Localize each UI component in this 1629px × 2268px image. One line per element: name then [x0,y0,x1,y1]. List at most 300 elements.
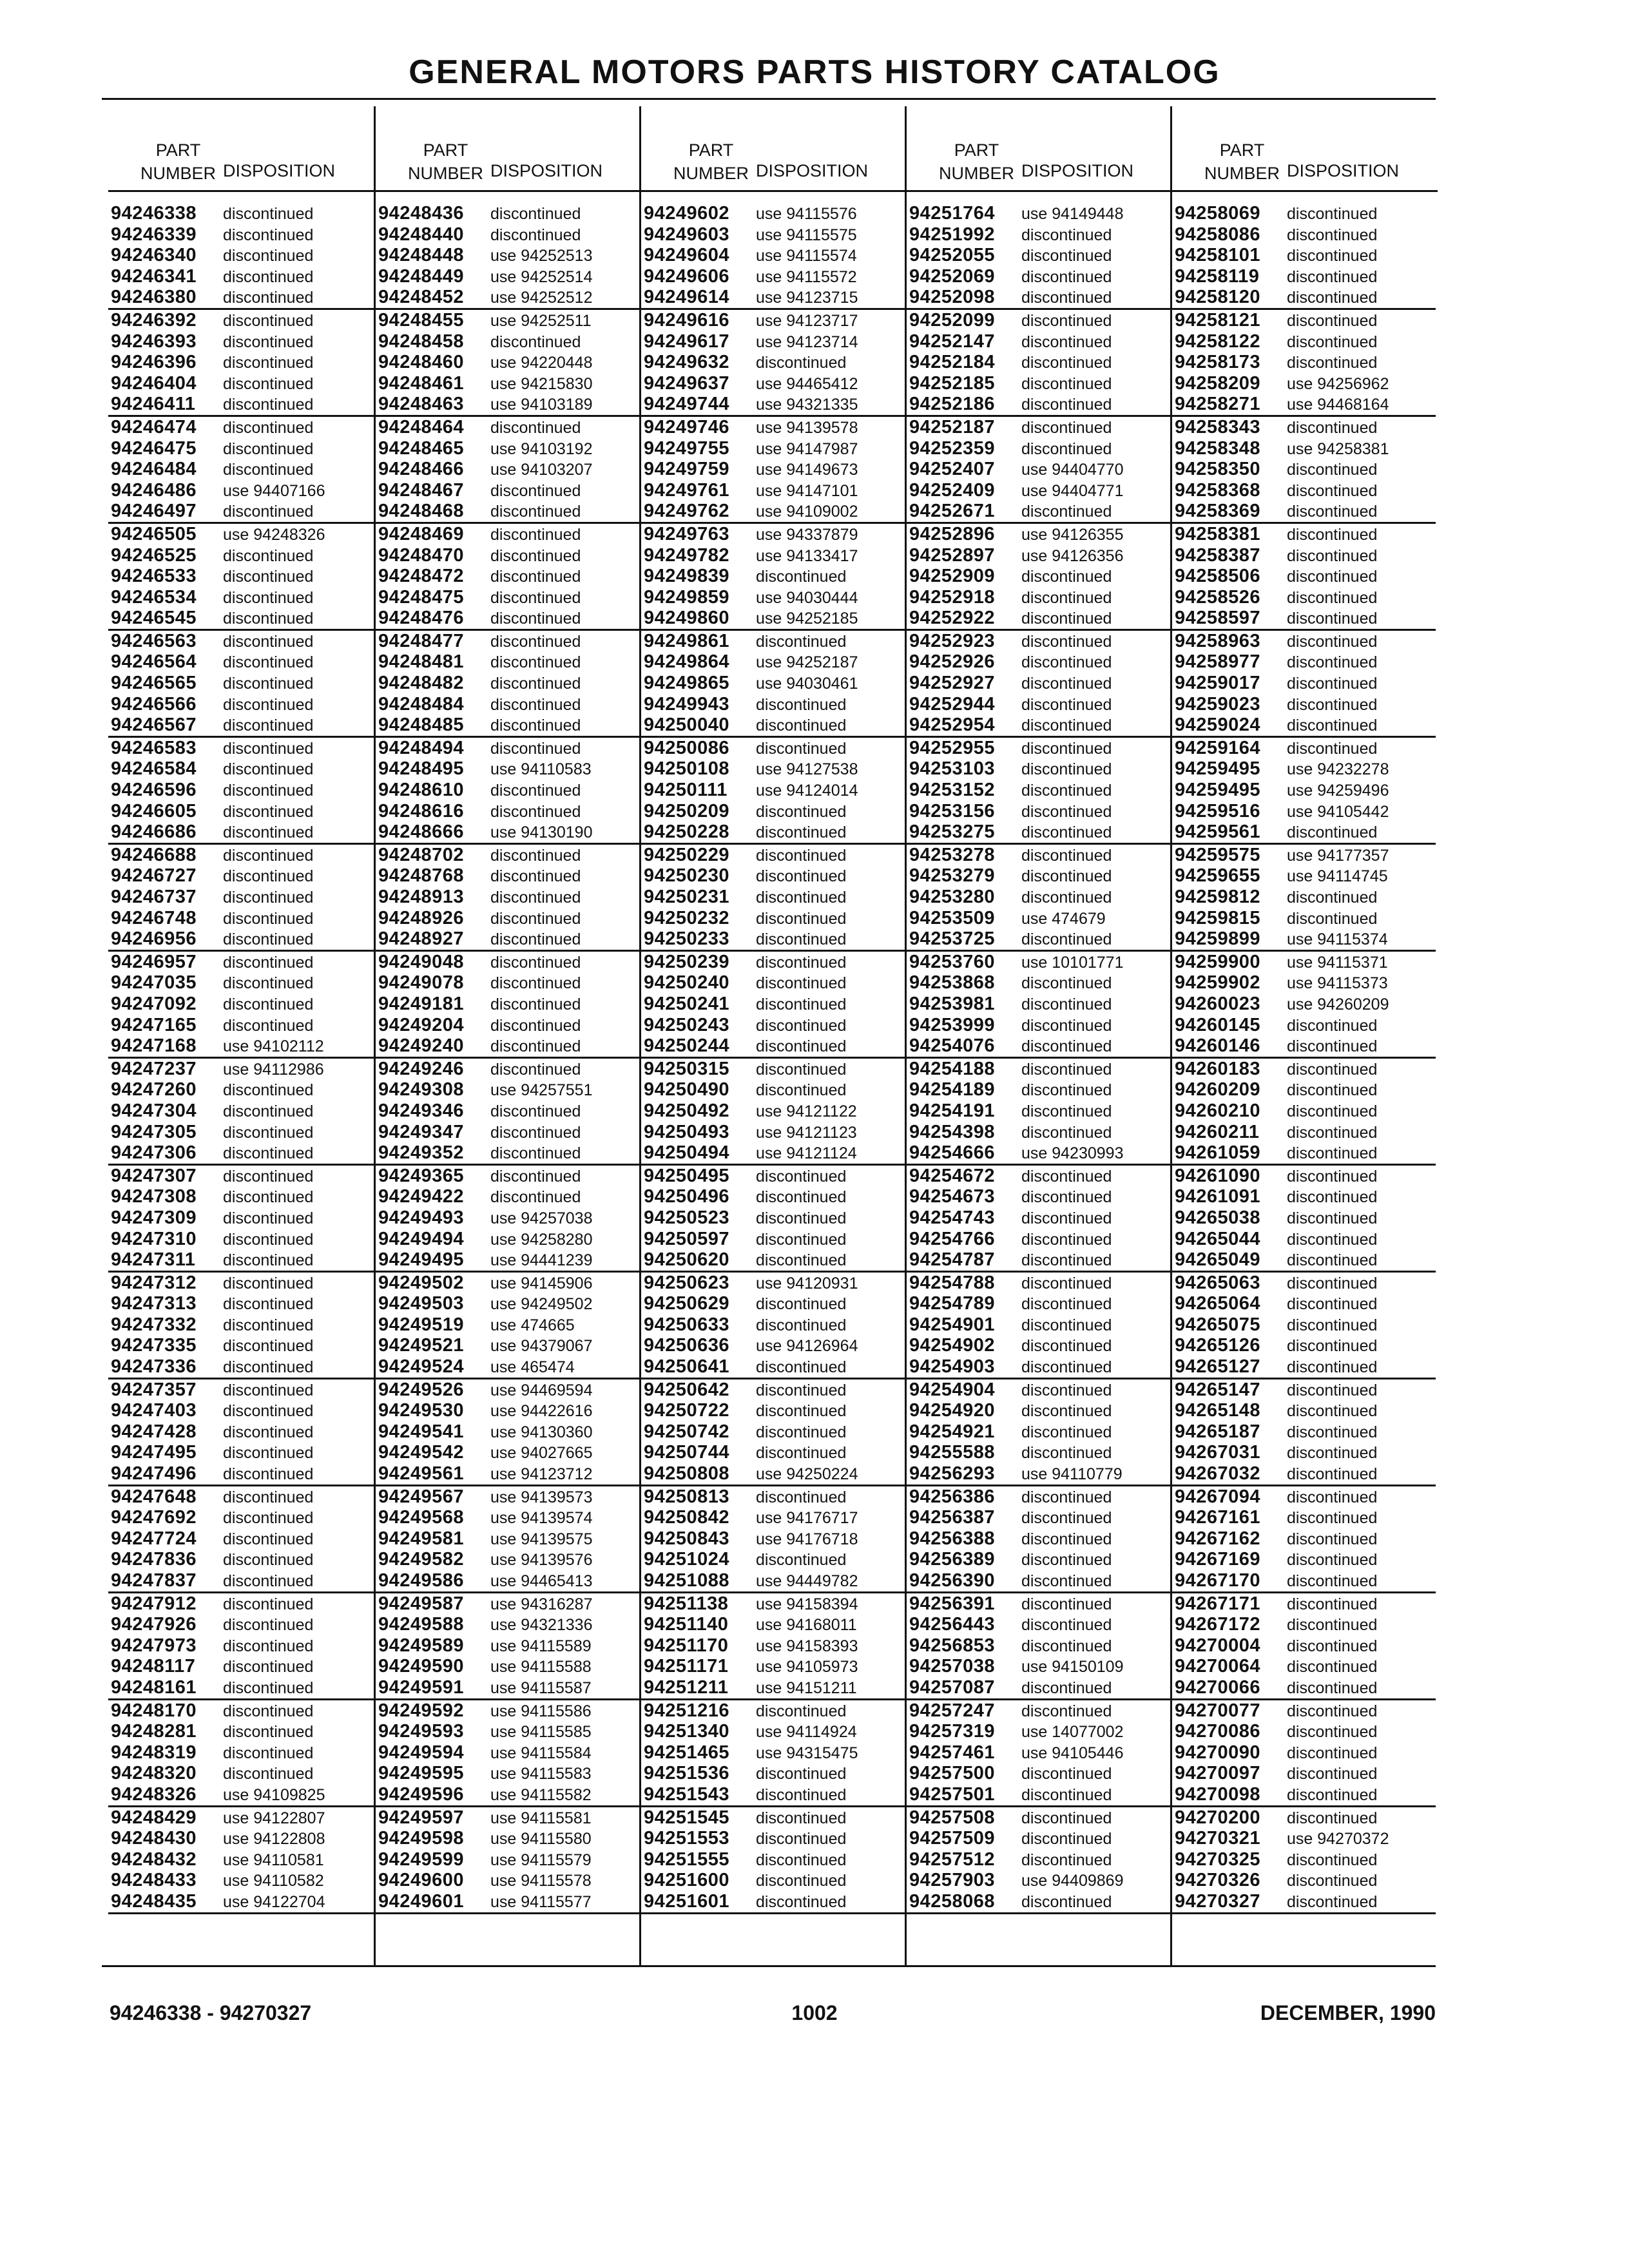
disposition: discontinued [1021,1637,1112,1655]
disposition: discontinued [223,716,314,735]
table-row [1172,1763,1436,1784]
disposition: discontinued [1021,1188,1112,1207]
table-row [376,1207,639,1229]
disposition: discontinued [490,1144,581,1163]
part-number: 94248432 [111,1849,197,1870]
table-row [108,694,374,715]
disposition: discontinued [1287,695,1378,714]
part-number: 94256293 [909,1463,996,1485]
part-number: 94257038 [909,1656,996,1677]
disposition: discontinued [1021,1102,1112,1120]
table-row [108,1293,374,1314]
table-row [907,1059,1170,1080]
table-row [376,266,639,287]
part-number: 94246688 [111,844,197,865]
table-row [641,524,905,545]
part-number: 94258343 [1175,416,1261,437]
table-row [641,1421,905,1443]
table-row [1172,928,1436,950]
part-number: 94270097 [1175,1763,1261,1784]
part-number: 94259812 [1175,887,1261,907]
part-number: 94256389 [909,1549,996,1570]
part-number: 94253981 [909,993,996,1014]
disposition: discontinued [223,1402,314,1421]
table-row [1172,1635,1436,1657]
part-number: 94248702 [378,844,465,865]
table-row [1172,1122,1436,1143]
disposition: discontinued [756,974,847,993]
part-number: 94250492 [644,1100,730,1121]
table-row [1172,1463,1436,1485]
table-row [1172,1849,1436,1870]
table-row [641,480,905,501]
part-number: 94260183 [1175,1058,1261,1079]
part-number: 94250636 [644,1335,730,1356]
table-row [641,694,905,715]
table-row [1172,822,1436,843]
disposition: discontinued [1287,1167,1378,1186]
part-number: 94247313 [111,1293,197,1314]
table-row [641,1463,905,1485]
part-number: 94246392 [111,309,197,331]
table-row [376,1677,639,1698]
table-row [376,673,639,694]
table-row [108,1463,374,1485]
part-number: 94258369 [1175,501,1261,522]
disposition: discontinued [1021,1123,1112,1142]
part-number: 94246565 [111,673,197,694]
part-number: 94250239 [644,951,730,972]
part-number: 94251024 [644,1549,730,1570]
part-number: 94250108 [644,758,730,780]
part-number: 94256386 [909,1486,996,1507]
part-number: 94249617 [644,331,730,352]
part-header-line2: NUMBER [408,164,484,183]
part-number: 94258963 [1175,630,1261,651]
table-row [376,1549,639,1570]
table-row [907,1035,1170,1057]
table-row [907,203,1170,224]
disposition: discontinued [1287,1765,1378,1783]
disposition: discontinued [1021,675,1112,693]
table-row [108,1677,374,1698]
part-number: 94258597 [1175,608,1261,629]
disposition: discontinued [756,354,847,372]
table-row [907,908,1170,929]
disposition: discontinued [490,418,581,437]
table-row [376,1486,639,1508]
disposition: discontinued [1287,1872,1378,1890]
part-number: 94267171 [1175,1593,1261,1614]
disposition: discontinued [490,503,581,521]
part-number: 94257512 [909,1849,996,1870]
disposition: use 94115371 [1287,953,1388,972]
disposition: discontinued [223,1358,314,1377]
part-number: 94247403 [111,1400,197,1421]
parts-rows [1172,203,1436,1914]
part-number: 94247724 [111,1528,197,1549]
part-number: 94259495 [1175,780,1261,801]
table-row [907,738,1170,759]
disposition: use 94122808 [223,1830,325,1849]
row-group [1172,1700,1436,1807]
disposition: discontinued [1021,439,1112,458]
table-row [1172,1079,1436,1100]
disposition: use 94115581 [490,1809,592,1827]
row-group [376,310,639,417]
row-group [641,738,905,845]
table-row [1172,501,1436,522]
row-group [907,524,1170,631]
table-row [108,865,374,887]
part-number: 94257501 [909,1783,996,1805]
table-row [108,758,374,780]
row-group [907,417,1170,524]
part-number: 94249593 [378,1721,465,1742]
table-row [907,459,1170,480]
table-row [641,1721,905,1742]
table-row [1172,1229,1436,1250]
part-number: 94253152 [909,780,996,801]
disposition: discontinued [490,226,581,244]
table-row [1172,651,1436,673]
part-number: 94250494 [644,1142,730,1164]
disposition: discontinued [223,739,314,758]
part-number: 94253760 [909,951,996,972]
part-number: 94252926 [909,651,996,673]
part-number: 94249599 [378,1849,465,1870]
part-number: 94261090 [1175,1165,1261,1186]
table-row [641,1742,905,1763]
row-group [641,1059,905,1166]
disposition: discontinued [1021,1850,1112,1869]
disposition: discontinued [756,1830,847,1849]
table-row [1172,1549,1436,1570]
row-group [641,417,905,524]
part-number: 94250742 [644,1421,730,1442]
part-number: 94251992 [909,224,996,245]
part-number: 94270090 [1175,1742,1261,1763]
header-rule [907,190,1172,192]
part-number: 94260211 [1175,1121,1260,1142]
part-number: 94250229 [644,844,730,865]
table-row [108,501,374,522]
part-number: 94250240 [644,972,730,994]
disposition: use 94158393 [756,1637,858,1655]
part-number: 94247496 [111,1463,197,1485]
disposition: discontinued [223,1658,314,1677]
table-row [376,801,639,822]
row-group [907,1166,1170,1273]
disposition: use 94123712 [490,1465,593,1484]
part-number: 94250722 [644,1400,730,1421]
table-row [108,203,374,224]
disposition: discontinued [1287,1209,1378,1227]
table-row [907,1677,1170,1698]
table-row [108,673,374,694]
row-group [1172,845,1436,952]
part-number: 94259900 [1175,951,1261,972]
table-row [641,952,905,973]
disposition: discontinued [1021,374,1112,393]
part-number: 94249601 [378,1890,465,1912]
disposition: discontinued [223,546,314,565]
part-number: 94257461 [909,1742,996,1763]
table-row [907,1463,1170,1485]
table-row [641,608,905,629]
part-number: 94248494 [378,737,465,758]
disposition: discontinued [756,1402,847,1421]
disposition: discontinued [223,675,314,693]
disposition: discontinued [223,1702,314,1720]
disposition: use 94109825 [223,1785,325,1804]
disposition: discontinued [223,823,314,842]
disposition: discontinued [1287,1102,1378,1120]
table-row [376,715,639,736]
table-row [376,651,639,673]
table-row [907,1400,1170,1421]
disposition: discontinued [756,930,847,949]
disposition: discontinued [1287,1274,1378,1293]
bottom-rule [102,1965,1436,1967]
disposition: use 94115572 [756,267,857,286]
table-row [108,952,374,973]
disposition: discontinued [756,1702,847,1720]
table-row [641,673,905,694]
table-row [108,1100,374,1122]
disposition: discontinued [756,1060,847,1079]
table-row [376,1229,639,1250]
part-number: 94249761 [644,479,730,501]
disposition: discontinued [1021,1251,1112,1270]
table-row [108,224,374,245]
disposition: discontinued [223,1337,314,1356]
disposition: discontinued [223,503,314,521]
table-row [907,1763,1170,1784]
row-group [108,1166,374,1273]
table-row [1172,438,1436,459]
part-number: 94267032 [1175,1463,1261,1485]
part-number: 94254398 [909,1121,996,1142]
disposition: discontinued [756,1423,847,1441]
part-number: 94252186 [909,394,996,415]
part-number: 94248467 [378,479,465,501]
part-number: 94270321 [1175,1828,1261,1849]
disposition: discontinued [223,1678,314,1697]
disposition: discontinued [756,1765,847,1783]
row-group [1172,1059,1436,1166]
part-number: 94253275 [909,822,996,843]
table-row [1172,1035,1436,1057]
part-number: 94246396 [111,352,197,373]
part-number: 94253509 [909,907,996,928]
disposition: discontinued [490,802,581,821]
disposition: discontinued [223,1123,314,1142]
disposition: discontinued [223,267,314,286]
disposition: discontinued [223,1423,314,1441]
part-number: 94249614 [644,287,730,308]
part-number: 94267162 [1175,1528,1261,1549]
disposition: discontinued [1287,739,1378,758]
disposition: use 94105442 [1287,802,1389,821]
disposition: discontinued [756,1251,847,1270]
part-number: 94248464 [378,416,465,437]
disposition: discontinued [1021,311,1112,330]
disposition: discontinued [1287,823,1378,842]
part-number: 94251600 [644,1870,730,1891]
table-row [376,1721,639,1742]
table-row [641,266,905,287]
disposition: use 94115585 [490,1723,592,1742]
disposition: discontinued [223,332,314,351]
disposition: use 94422616 [490,1402,593,1421]
part-number: 94249494 [378,1228,465,1249]
disposition: use 94121122 [756,1102,857,1120]
table-row [108,908,374,929]
table-row [907,1870,1170,1891]
part-number: 94265187 [1175,1421,1261,1442]
disposition: discontinued [1287,1465,1378,1484]
part-number: 94270325 [1175,1849,1261,1870]
row-group [376,524,639,631]
disposition: use 94252187 [756,653,858,672]
part-header-line2: NUMBER [673,164,749,183]
part-number: 94246534 [111,586,197,608]
table-row [907,1442,1170,1463]
table-row [641,1700,905,1722]
part-number: 94246564 [111,651,197,673]
disposition: use 94124014 [756,782,858,800]
part-number: 94265038 [1175,1207,1261,1228]
part-number: 94249181 [378,993,465,1014]
disposition: use 94126355 [1021,525,1124,544]
table-row [376,394,639,415]
table-row [907,758,1170,780]
disposition: use 94465412 [756,374,858,393]
disposition: discontinued [1287,1295,1378,1314]
part-number: 94250241 [644,993,730,1014]
disposition: use 474665 [490,1316,575,1334]
table-row [1172,352,1436,373]
disposition: discontinued [223,995,314,1014]
part-number: 94249541 [378,1421,465,1442]
table-row [641,501,905,522]
disposition: use 94130190 [490,823,593,842]
table-row [641,1677,905,1698]
part-number: 94250228 [644,822,730,843]
disposition: discontinued [1021,1530,1112,1548]
disposition: use 94465413 [490,1572,593,1590]
part-number: 94247912 [111,1593,197,1614]
part-number: 94260209 [1175,1079,1261,1100]
disposition: discontinued [223,760,314,779]
disposition: use 94321335 [756,396,858,414]
parts-column [905,106,1170,1965]
part-number: 94267031 [1175,1442,1261,1463]
disposition: discontinued [756,1188,847,1207]
table-row [376,1166,639,1187]
part-number: 94250842 [644,1507,730,1528]
disposition: use 94105973 [756,1658,858,1677]
part-number: 94258173 [1175,352,1261,373]
part-number: 94249048 [378,951,465,972]
parts-column [639,106,905,1965]
part-number: 94249600 [378,1870,465,1891]
part-number: 94247837 [111,1570,197,1591]
part-number: 94247973 [111,1635,197,1656]
part-number: 94248161 [111,1677,197,1698]
table-row [108,417,374,438]
table-row [1172,1400,1436,1421]
table-row [641,1549,905,1570]
table-row [108,1335,374,1356]
part-number-header [1204,139,1280,185]
table-row [1172,908,1436,929]
table-row [376,845,639,866]
disposition: discontinued [1021,1274,1112,1293]
disposition: use 94252514 [490,267,593,286]
disposition: discontinued [756,1785,847,1804]
table-row [1172,1891,1436,1912]
part-number: 94253156 [909,800,996,822]
row-group [376,1593,639,1700]
disposition: discontinued [490,1037,581,1056]
table-row [1172,1166,1436,1187]
table-row [641,566,905,587]
table-row [108,1142,374,1164]
disposition: discontinued [756,1316,847,1334]
disposition: use 94151211 [756,1678,857,1697]
disposition: use 474679 [1021,909,1106,928]
table-row [376,245,639,266]
part-header-line2: NUMBER [1204,164,1280,183]
table-row [907,1356,1170,1378]
part-number: 94251171 [644,1656,729,1677]
part-number: 94247308 [111,1186,197,1207]
table-row [108,651,374,673]
table-row [1172,1059,1436,1080]
row-group [641,631,905,738]
disposition: discontinued [756,1551,847,1570]
disposition: discontinued [1021,610,1112,628]
table-row [907,1700,1170,1722]
table-row [907,352,1170,373]
part-number: 94254920 [909,1400,996,1421]
table-row [376,738,639,759]
disposition: use 94256962 [1287,374,1389,393]
part-number: 94247648 [111,1486,197,1507]
disposition: discontinued [1287,332,1378,351]
part-number: 94267094 [1175,1486,1261,1507]
table-row [376,780,639,801]
part-number: 94258506 [1175,566,1261,587]
table-row [376,1142,639,1164]
table-row [1172,524,1436,545]
disposition: discontinued [756,1444,847,1463]
table-row [108,1656,374,1677]
part-number: 94254666 [909,1142,996,1164]
header-rule [108,190,376,192]
part-number: 94247312 [111,1272,197,1293]
disposition: use 94115589 [490,1637,592,1655]
part-number: 94246340 [111,245,197,266]
parts-column [374,106,639,1965]
disposition: use 94260209 [1287,995,1389,1014]
table-row [1172,694,1436,715]
disposition: discontinued [1021,1616,1112,1635]
disposition: discontinued [1021,802,1112,821]
row-group [108,1059,374,1166]
